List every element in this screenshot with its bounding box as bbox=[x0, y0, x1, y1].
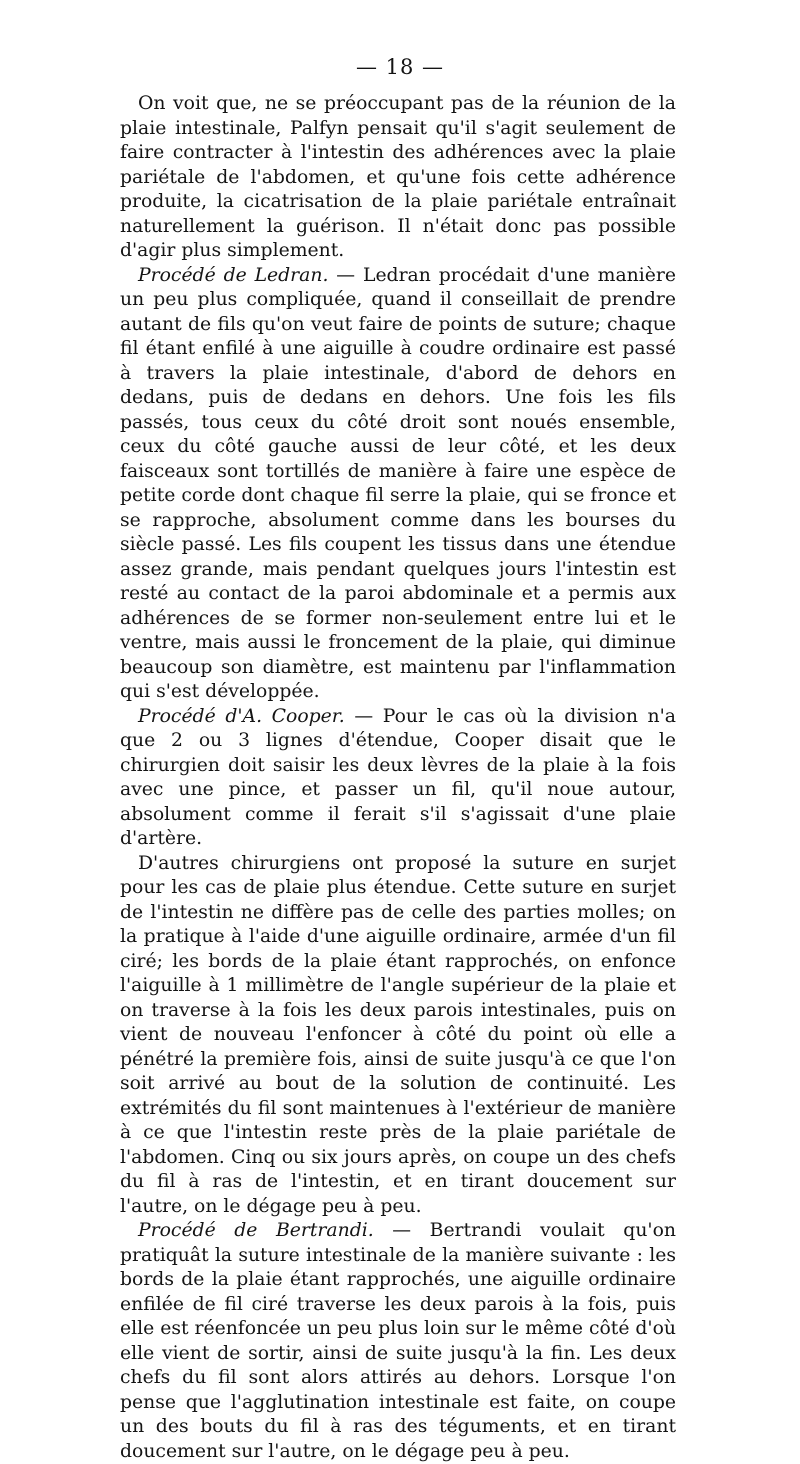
paragraph bbox=[120, 1219, 676, 1464]
paragraph bbox=[120, 264, 676, 705]
procedure-heading: Procédé d'A. Cooper. bbox=[138, 705, 345, 727]
paragraph bbox=[120, 92, 676, 264]
page-number: — 18 — bbox=[355, 55, 445, 79]
paragraph-text: D'autres chirurgiens ont proposé la suture en surjet pour les cas de plaie plus étendue. Cette suture en surjet de l'intestin ne diffère pas de celle des parties molles; on la pratique à l'aide d'une aiguille ordinaire, armée d'un fil ciré; les bords de la plaie étant rapprochés, on enfonce l'aiguille à 1 millimètre de l'angle supérieur de la plaie et on traverse à la fois les deux parois intestinales, puis on vient de nouveau l'enfoncer à côté du point où elle a pénétré la première fois, ainsi de suite jusqu'à ce que l'on soit arrivé au bout de la solution de continuité. Les extrémités du fil sont maintenues à l'extérieur de manière à ce que l'intestin reste près de la plaie pariétale de l'abdomen. Cinq ou six jours après, on coupe un des chefs du fil à ras de l'intestin, et en tirant doucement sur l'autre, on le dégage peu à peu. bbox=[120, 852, 676, 1217]
paragraph bbox=[120, 705, 676, 852]
paragraph-text: On voit que, ne se préoccupant pas de la réunion de la plaie intestinale, Palfyn pensait qu'il s'agit seulement de faire contracter à l'intestin des adhérences avec la plaie pariétale de l'abdomen, et qu'une fois cette adhérence produite, la cicatrisation de la plaie pariétale entraînait naturellement la guérison. Il n'était donc pas possible d'agir plus simplement. bbox=[120, 93, 676, 261]
procedure-heading: Procédé de Ledran. bbox=[138, 264, 329, 286]
paragraph-text: — Pour le cas où la division n'a que 2 ou 3 lignes d'étendue, Cooper disait que le chirurgien doit saisir les deux lèvres de la plaie à la fois avec une pince, et passer un fil, qu'il noue autour, absolument comme il ferait s'il s'agissait d'une plaie d'artère. bbox=[120, 705, 677, 849]
paragraph bbox=[120, 852, 676, 1220]
paragraph-text: — Bertrandi voulait qu'on pratiquât la suture intestinale de la manière suivante : les bords de la plaie étant rapprochés, une aiguille ordinaire enfilée de fil ciré traverse les deux parois à la fois, puis elle est réenfoncée un peu plus loin sur le même côté d'où elle vient de sortir, ainsi de suite jusqu'à la fin. Les deux chefs du fil sont alors attirés au dehors. Lorsque l'on pense que l'agglutination intestinale est faite, on coupe un des bouts du fil à ras des téguments, et en tirant doucement sur l'autre, on le dégage peu à peu. bbox=[120, 1220, 676, 1462]
procedure-heading: Procédé de Bertrandi. bbox=[138, 1220, 374, 1241]
paragraph-text: — Ledran procédait d'une manière un peu plus compliquée, quand il conseillait de prendre autant de fils qu'on veut faire de points de suture; chaque fil étant enfilé à une aiguille à coudre ordinaire est passé à travers la plaie intestinale, d'abord de dehors en dedans, puis de dedans en dehors. Une fois les fils passés, tous ceux du côté droit sont noués ensemble, ceux du côté gauche aussi de leur côté, et les deux faisceaux sont tortillés de manière à faire une espèce de petite corde dont chaque fil serre la plaie, qui se fronce et se rapproche, absolument comme dans les bourses du siècle passé. Les fils coupent les tissus dans une étendue assez grande, mais pendant quelques jours l'intestin est resté au contact de la paroi abdominale et a permis aux adhérences de se former non-seulement entre lui et le ventre, mais aussi le froncement de la plaie, qui diminue beaucoup son diamètre, est maintenu par l'inflammation qui s'est développée. bbox=[120, 264, 676, 702]
body-text bbox=[120, 92, 676, 1464]
